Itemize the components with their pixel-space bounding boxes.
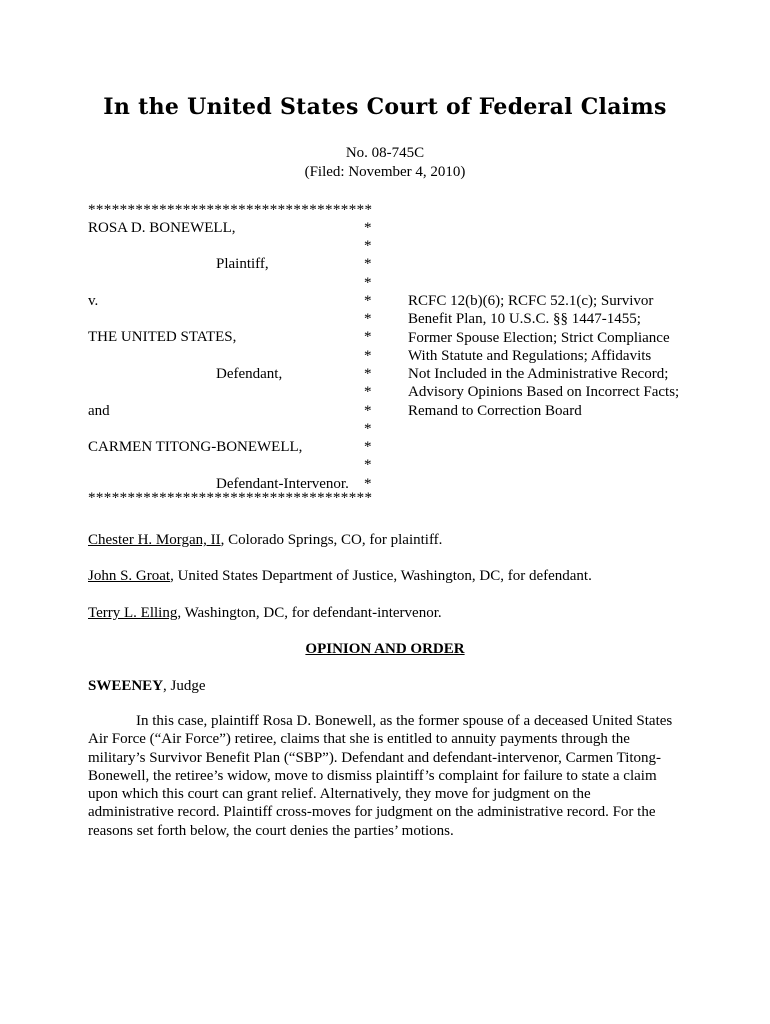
counsel-name: John S. Groat — [88, 568, 171, 584]
paragraph-line: upon which this court can grant relief. Alternatively, they move for judgment on the — [88, 786, 591, 803]
filed-date: (Filed: November 4, 2010) — [304, 164, 466, 180]
plaintiff-role: Plaintiff, — [216, 256, 269, 272]
caption-bottom-border: ************************************ — [88, 490, 373, 506]
caption-star: * — [364, 275, 372, 291]
keyword-line: Former Spouse Election; Strict Compliance — [408, 329, 670, 346]
paragraph-line: administrative record. Plaintiff cross-moves for judgment on the administrative record. For the — [88, 804, 656, 821]
caption-top-border: ************************************ — [88, 202, 373, 218]
keywords-block — [408, 292, 679, 420]
opinion-heading: OPINION AND ORDER — [305, 641, 465, 657]
caption-star: * — [364, 366, 372, 382]
keyword-line: With Statute and Regulations; Affidavits — [408, 347, 652, 364]
opinion-paragraph — [88, 712, 683, 840]
defendant-name: THE UNITED STATES, — [88, 329, 237, 345]
judge-suffix: , Judge — [163, 678, 206, 694]
caption-star: * — [364, 384, 372, 400]
court-title: In the United States Court of Federal Claims — [103, 94, 667, 120]
intervenor-name: CARMEN TITONG-BONEWELL, — [88, 439, 303, 455]
defendant-role: Defendant, — [216, 366, 283, 382]
intervenor-role: Defendant-Intervenor. — [216, 476, 349, 492]
caption-star: * — [364, 256, 372, 272]
counsel-intervenor — [88, 604, 442, 622]
paragraph-line: reasons set forth below, the court denies the parties’ motions. — [88, 822, 454, 839]
plaintiff-name: ROSA D. BONEWELL, — [88, 220, 236, 236]
paragraph-line: Air Force (“Air Force”) retiree, claims that she is entitled to annuity payments through the — [88, 731, 630, 748]
counsel-detail: , United States Department of Justice, Washington, DC, for defendant. — [170, 568, 592, 584]
keyword-line: Advisory Opinions Based on Incorrect Facts; — [408, 384, 680, 401]
counsel-detail: , Colorado Springs, CO, for plaintiff. — [220, 532, 443, 548]
counsel-name: Terry L. Elling — [88, 605, 178, 621]
keyword-line: RCFC 12(b)(6); RCFC 52.1(c); Survivor — [408, 293, 654, 309]
paragraph-line: Bonewell, the retiree’s widow, move to dismiss plaintiff’s complaint for failure to state a claim — [88, 767, 657, 784]
keyword-line: Remand to Correction Board — [408, 402, 582, 419]
caption-star: * — [364, 238, 372, 254]
counsel-name: Chester H. Morgan, II — [88, 532, 221, 548]
versus-label: v. — [88, 293, 99, 309]
keyword-line: Benefit Plan, 10 U.S.C. §§ 1447-1455; — [408, 311, 641, 328]
caption-star: * — [364, 421, 372, 437]
caption-star: * — [364, 348, 372, 364]
counsel-detail: , Washington, DC, for defendant-intervenor. — [177, 605, 442, 621]
conjunction-and: and — [88, 403, 110, 419]
caption-star: * — [364, 403, 372, 419]
counsel-defendant — [88, 567, 592, 585]
keyword-line: Not Included in the Administrative Record; — [408, 366, 669, 383]
caption-star: * — [364, 329, 372, 345]
caption-star: * — [364, 293, 372, 309]
paragraph-line: In this case, plaintiff Rosa D. Bonewell, as the former spouse of a deceased United States — [136, 713, 673, 729]
judge-line — [88, 677, 206, 695]
caption-star: * — [364, 311, 372, 327]
caption-star: * — [364, 220, 372, 236]
judge-name: SWEENEY — [88, 678, 164, 694]
paragraph-line: military’s Survivor Benefit Plan (“SBP”). Defendant and defendant-intervenor, Carmen Titong- — [88, 749, 662, 766]
counsel-plaintiff — [88, 531, 442, 549]
caption-star: * — [364, 457, 372, 473]
case-number: No. 08-745C — [345, 145, 425, 161]
caption-star: * — [364, 439, 372, 455]
caption-star: * — [364, 476, 372, 492]
